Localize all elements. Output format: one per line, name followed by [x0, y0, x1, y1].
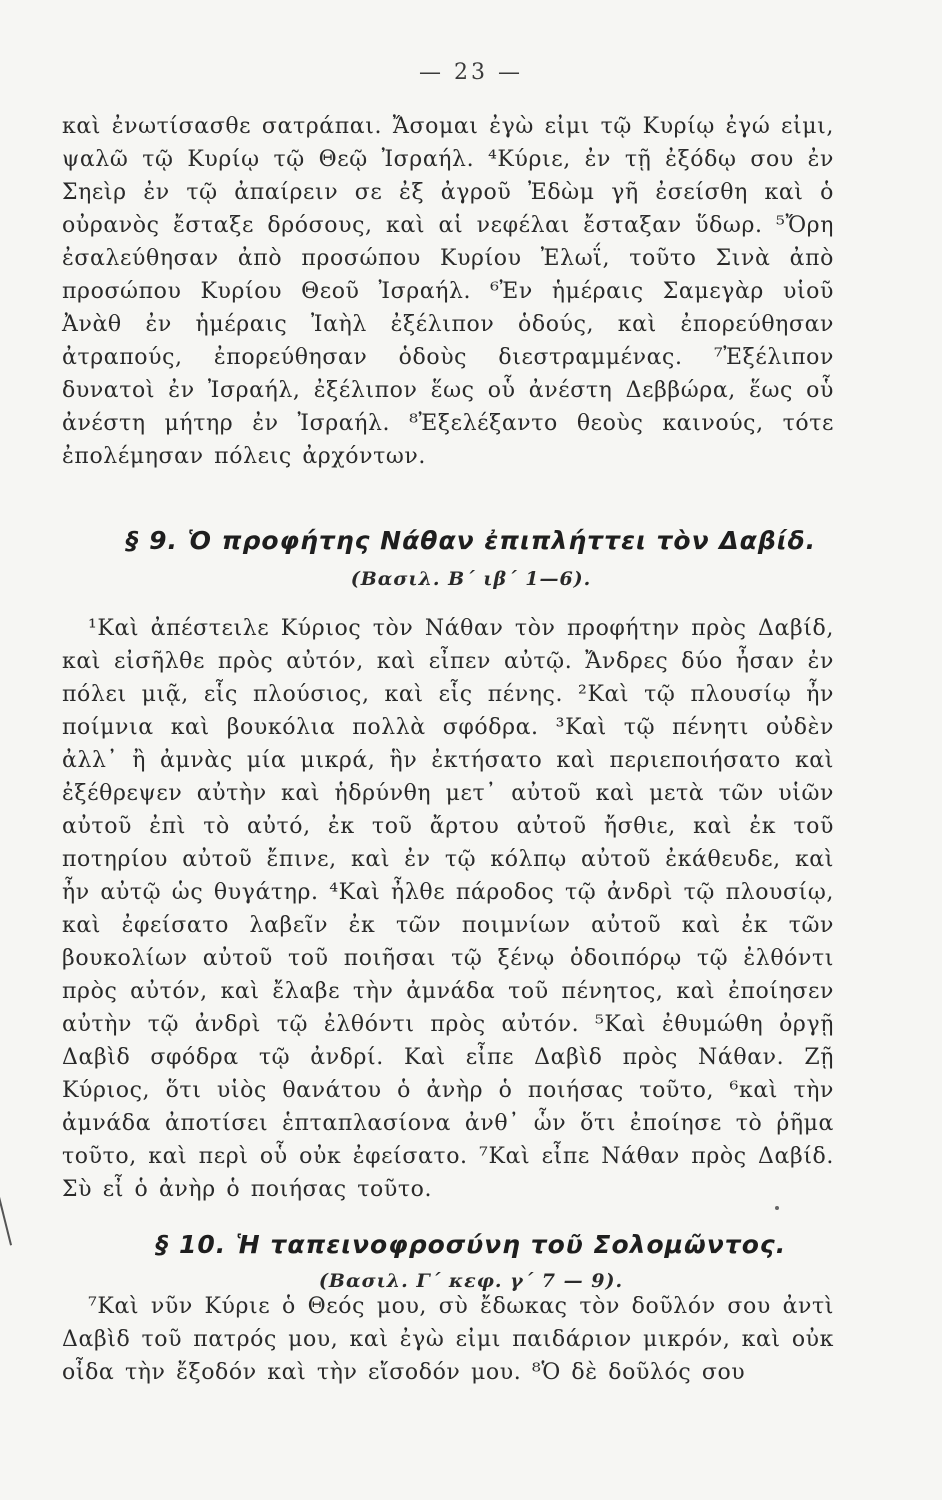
paragraph-solomon-humility: ⁷Καὶ νῦν Κύριε ὁ Θεός μου, σὺ ἔδωκας τὸν δοῦλόν σου ἀντὶ Δαβὶδ τοῦ πατρός μου, καὶ ἐγὼ εἰμι παιδάριον μικρόν, καὶ οὐκ οἶδα τὴν ἔξοδόν καὶ τὴν εἴσοδόν μου. ⁸Ὁ δὲ δοῦλός σου [62, 1294, 834, 1385]
scan-speck [775, 1206, 779, 1210]
paragraph-song-of-deborah: καὶ ἐνωτίσασθε σατράπαι. Ἄσομαι ἐγὼ εἰμι τῷ Κυρίῳ ἐγώ εἰμι, ψαλῶ τῷ Κυρίῳ τῷ Θεῷ Ἰσραήλ. ⁴Κύριε, ἐν τῇ ἐξόδῳ σου ἐν Σηεὶρ ἐν τῷ ἀπαίρειν σε ἐξ ἀγροῦ Ἐδὼμ γῆ ἐσείσθη καὶ ὁ οὐρανὸς ἔσταξε δρόσους, καὶ αἱ νεφέλαι ἔσταξαν ὕδωρ. ⁵Ὄρη ἐσαλεύθησαν ἀπὸ προσώπου Κυρίου Ἐλωΐ, τοῦτο Σινὰ ἀπὸ προσώπου Κυρίου Θεοῦ Ἰσραήλ. ⁶Ἐν ἡμέραις Σαμεγὰρ υἱοῦ Ἀνὰθ ἐν ἡμέραις Ἰαὴλ ἐξέλιπον ὁδούς, καὶ ἐπορεύθησαν ἀτραπούς, ἐπορεύθησαν ὁδοὺς διεστραμμένας. ⁷Ἐξέλιπον δυνατοὶ ἐν Ἰσραήλ, ἐξέλιπον ἕως οὗ ἀνέστη Δεββώρα, ἕως οὗ ἀνέστη μήτηρ ἐν Ἰσραήλ. ⁸Ἐξελέξαντο θεοὺς καινούς, τότε ἐπολέμησαν πόλεις ἀρχόντων. [62, 114, 834, 469]
section-10-reference: (Βασιλ. Γ΄ κεφ. γ΄ 7 — 9). [318, 1270, 624, 1292]
paragraph-nathan-rebukes-david: ¹Καὶ ἀπέστειλε Κύριος τὸν Νάθαν τὸν προφήτην πρὸς Δαβίδ, καὶ εἰσῆλθε πρὸς αὐτόν, καὶ εἶπεν αὐτῷ. Ἄνδρες δύο ἦσαν ἐν πόλει μιᾷ, εἷς πλούσιος, καὶ εἷς πένης. ²Καὶ τῷ πλουσίῳ ἦν ποίμνια καὶ βουκόλια πολλὰ σφόδρα. ³Καὶ τῷ πένητι οὐδὲν ἀλλ᾿ ἢ ἀμνὰς μία μικρά, ἣν ἐκτήσατο καὶ περιεποιήσατο καὶ ἐξέθρεψεν αὐτὴν καὶ ἡδρύνθη μετ᾿ αὐτοῦ καὶ μετὰ τῶν υἱῶν αὐτοῦ ἐπὶ τὸ αὐτό, ἐκ τοῦ ἄρτου αὐτοῦ ἤσθιε, καὶ ἐκ τοῦ ποτηρίου αὐτοῦ ἔπινε, καὶ ἐν τῷ κόλπῳ αὐτοῦ ἐκάθευδε, καὶ ἦν αὐτῷ ὡς θυγάτηρ. ⁴Καὶ ἦλθε πάροδος τῷ ἀνδρὶ τῷ πλουσίῳ, καὶ ἐφείσατο λαβεῖν ἐκ τῶν ποιμνίων αὐτοῦ καὶ ἐκ τῶν βουκολίων αὐτοῦ τοῦ ποιῆσαι τῷ ξένῳ ὁδοιπόρῳ τῷ ἐλθόντι πρὸς αὐτόν, καὶ ἔλαβε τὴν ἀμνάδα τοῦ πένητος, καὶ ἐποίησεν αὐτὴν τῷ ἀνδρὶ τῷ ἐλθόντι πρὸς αὐτόν. ⁵Καὶ ἐθυμώθη ὀργῇ Δαβὶδ σφόδρα τῷ ἀνδρί. Καὶ εἶπε Δαβὶδ πρὸς Νάθαν. Ζῇ Κύριος, ὅτι υἱὸς θανάτου ὁ ἀνὴρ ὁ ποιήσας τοῦτο, ⁶καὶ τὴν ἀμνάδα ἀποτίσει ἑπταπλασίονα ἀνθ᾿ ὧν ὅτι ἐποίησε τὸ ῥῆμα τοῦτο, καὶ περὶ οὗ οὐκ ἐφείσατο. ⁷Καὶ εἶπε Νάθαν πρὸς Δαβίδ. Σὺ εἶ ὁ ἀνὴρ ὁ ποιήσας τοῦτο. [62, 616, 834, 1202]
page-number: — 23 — [419, 60, 523, 85]
section-10-heading: § 10. Ἡ ταπεινοφροσύνη τοῦ Σολομῶντος. [155, 1230, 787, 1259]
section-9-reference: (Βασιλ. Β΄ ιβ΄ 1—6). [350, 568, 592, 590]
section-9-heading: § 9. Ὁ προφήτης Νάθαν ἐπιπλήττει τὸν Δαβίδ. [125, 526, 817, 555]
